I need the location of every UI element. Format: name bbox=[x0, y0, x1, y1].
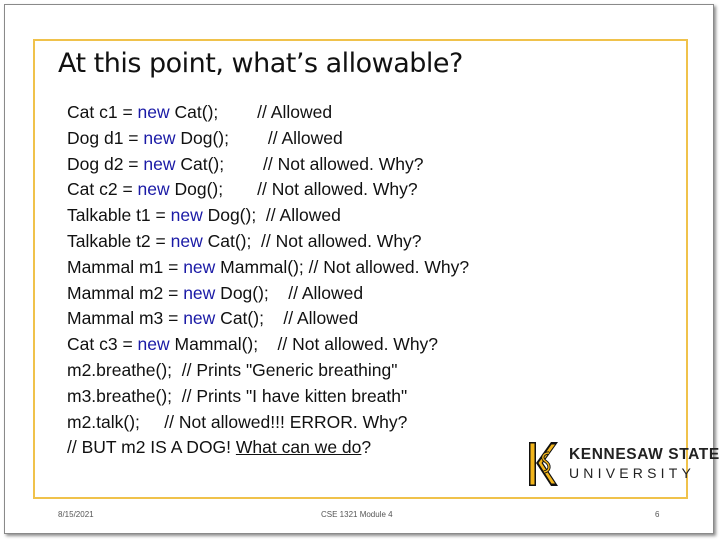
code-line bbox=[67, 255, 469, 281]
code-text: Cat(); // Allowed bbox=[215, 308, 359, 329]
code-keyword: new bbox=[183, 282, 216, 303]
code-text: Mammal m2 = bbox=[67, 282, 184, 303]
code-line bbox=[67, 177, 469, 203]
ksu-name: KENNESAW STATE bbox=[569, 446, 720, 463]
footer-page-number: 6 bbox=[655, 510, 660, 519]
code-keyword: new bbox=[143, 153, 176, 174]
code-text: Cat(); // Allowed bbox=[169, 102, 333, 122]
footer-date: 8/15/2021 bbox=[58, 510, 94, 519]
ksu-mark-icon bbox=[525, 439, 561, 489]
code-keyword: new bbox=[137, 179, 170, 200]
code-keyword: new bbox=[137, 334, 170, 355]
code-text: Cat c1 = bbox=[67, 102, 138, 122]
code-text: Cat(); // Not allowed. Why? bbox=[202, 230, 422, 251]
code-text: Mammal(); // Not allowed. Why? bbox=[169, 334, 439, 355]
code-line bbox=[67, 384, 469, 410]
code-line bbox=[67, 435, 469, 461]
slide-title: At this point, what’s allowable? bbox=[58, 48, 463, 79]
code-text: Dog(); // Allowed bbox=[215, 282, 364, 303]
code-text: Talkable t2 = bbox=[67, 230, 171, 251]
code-text: Cat c3 = bbox=[67, 334, 138, 355]
code-line bbox=[67, 203, 469, 229]
code-text: Dog d2 = bbox=[67, 153, 144, 174]
code-text: Dog(); // Allowed bbox=[202, 205, 341, 226]
code-text: Mammal(); // Not allowed. Why? bbox=[215, 256, 470, 277]
code-text: Cat c2 = bbox=[67, 179, 138, 200]
code-keyword: new bbox=[137, 102, 170, 122]
code-text: Cat(); // Not allowed. Why? bbox=[175, 153, 424, 174]
code-text: Mammal m1 = bbox=[67, 256, 184, 277]
code-text: m2.breathe(); // Prints "Generic breathing" bbox=[67, 359, 398, 380]
code-line bbox=[67, 126, 469, 152]
code-line bbox=[67, 229, 469, 255]
code-block bbox=[67, 100, 469, 461]
footer-course: CSE 1321 Module 4 bbox=[321, 510, 393, 519]
code-text: m2.talk(); // Not allowed!!! ERROR. Why? bbox=[67, 411, 408, 432]
code-keyword: new bbox=[183, 308, 216, 329]
code-line bbox=[67, 100, 469, 126]
code-text: // BUT m2 IS A DOG! bbox=[67, 437, 236, 458]
code-line bbox=[67, 152, 469, 178]
code-keyword: new bbox=[183, 256, 216, 277]
code-text: Mammal m3 = bbox=[67, 308, 184, 329]
ksu-logo bbox=[525, 439, 720, 489]
code-line bbox=[67, 281, 469, 307]
code-line bbox=[67, 332, 469, 358]
code-text: m3.breathe(); // Prints "I have kitten breath" bbox=[67, 385, 408, 406]
code-text: ? bbox=[361, 437, 372, 458]
code-line bbox=[67, 410, 469, 436]
code-text: Dog d1 = bbox=[67, 127, 144, 148]
ksu-subtitle: UNIVERSITY bbox=[569, 465, 696, 481]
code-keyword: new bbox=[170, 205, 203, 226]
code-text: What can we do bbox=[235, 437, 362, 458]
code-line bbox=[67, 358, 469, 384]
code-text: Talkable t1 = bbox=[67, 205, 171, 226]
code-text: Dog(); // Allowed bbox=[175, 127, 343, 148]
code-keyword: new bbox=[170, 230, 203, 251]
code-keyword: new bbox=[143, 127, 176, 148]
code-text: Dog(); // Not allowed. Why? bbox=[169, 179, 418, 200]
code-line bbox=[67, 306, 469, 332]
